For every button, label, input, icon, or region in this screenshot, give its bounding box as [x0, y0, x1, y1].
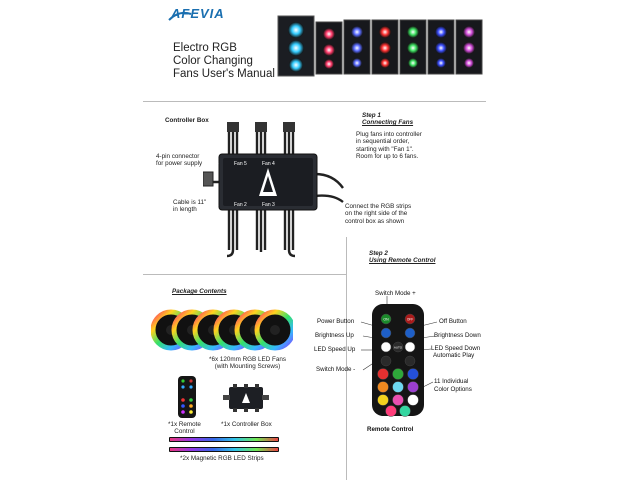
step1-text-line: Plug fans into controller — [356, 131, 422, 138]
fan-6 — [257, 312, 293, 348]
color-button-6[interactable] — [408, 382, 419, 393]
label-switch-mode-plus: Switch Mode + — [375, 290, 416, 297]
label-led-speed-up: LED Speed Up — [314, 346, 356, 353]
brightness-up-button[interactable] — [381, 328, 391, 338]
step1-title: Connecting Fans — [362, 119, 414, 127]
remote-caption-package — [168, 421, 201, 436]
power-off-label: OFF — [406, 317, 414, 322]
auto-play-label: AUTO — [393, 345, 403, 350]
color-button-1[interactable] — [378, 369, 389, 380]
step1-text-line: Room for up to 6 fans. — [356, 153, 419, 161]
label-led-speed-down: LED Speed Down — [431, 345, 481, 352]
port-fan-5: Fan 5 — [234, 161, 247, 167]
pc-case-3 — [344, 20, 370, 74]
color-options-line: Color Options — [434, 385, 472, 393]
cable-label-line: in length — [173, 206, 197, 214]
label-off-button: Off Button — [439, 318, 467, 325]
color-button-11[interactable] — [400, 406, 411, 417]
step1-text-line: in sequential order, — [356, 138, 410, 146]
pc-case-1 — [278, 16, 314, 76]
divider-top — [143, 101, 486, 102]
label-power-button: Power Button — [317, 318, 355, 325]
pc-case-4 — [372, 20, 398, 74]
switch-mode-plus-button[interactable] — [405, 356, 415, 366]
connector-label-line: 4-pin connector — [156, 153, 200, 160]
port-fan-2: Fan 2 — [234, 202, 247, 208]
connector-label — [156, 153, 202, 168]
switch-mode-minus-button[interactable] — [381, 356, 391, 366]
package-heading: Package Contents — [172, 288, 227, 295]
color-button-2[interactable] — [393, 369, 404, 380]
strip-label-line: Connect the RGB strips — [345, 203, 412, 210]
pc-case-5 — [400, 20, 426, 74]
step1-heading — [362, 112, 413, 127]
color-button-5[interactable] — [393, 382, 404, 393]
color-button-4[interactable] — [378, 382, 389, 393]
port-fan-6: Fan 6 — [206, 161, 219, 167]
brand-logo: AFEVIA — [171, 6, 225, 21]
label-brightness-up: Brightness Up — [315, 332, 354, 339]
strip-label — [345, 203, 411, 225]
step1-text-line: starting with "Fan 1". — [356, 145, 414, 153]
pc-case-2 — [316, 22, 342, 74]
remote-caption: Remote Control — [367, 426, 414, 433]
step2-number: Step 2 — [369, 250, 388, 257]
port-fan-3: Fan 3 — [262, 202, 275, 208]
remote-caption-line: *1x Remote — [168, 421, 201, 428]
pc-cases-image — [276, 12, 484, 78]
led-speed-up-button[interactable] — [381, 342, 391, 352]
controller-box-image — [223, 384, 269, 412]
title-line-1: Electro RGB — [173, 42, 237, 54]
manual-page — [143, 0, 486, 480]
cable-label — [173, 199, 206, 214]
cable-label-line: Cable is 11" — [173, 199, 207, 206]
label-brightness-down: Brightness Down — [434, 332, 481, 339]
box-caption: *1x Controller Box — [221, 421, 272, 428]
controller-heading: Controller Box — [165, 117, 209, 124]
port-fan-1: Fan 1 — [206, 202, 219, 208]
led-speed-down-button[interactable] — [405, 342, 415, 352]
step1-number: Step 1 — [362, 112, 381, 119]
color-button-7[interactable] — [378, 395, 389, 406]
fans-caption-line: *6x 120mm RGB LED Fans — [209, 356, 286, 363]
color-button-9[interactable] — [408, 395, 419, 406]
title-line-2: Color Changing — [173, 55, 253, 67]
brightness-down-button[interactable] — [405, 328, 415, 338]
color-options-line: 11 Individual — [434, 378, 469, 385]
fans-caption — [209, 356, 286, 371]
label-automatic-play: Automatic Play — [433, 352, 475, 359]
remote-caption-line: Control — [174, 428, 195, 436]
color-button-10[interactable] — [386, 406, 397, 417]
title-line-3: Fans User's Manual — [173, 68, 275, 80]
remote-control-diagram — [313, 296, 485, 430]
divider-middle — [143, 274, 346, 275]
strips-caption: *2x Magnetic RGB LED Strips — [180, 455, 264, 462]
label-switch-mode-minus: Switch Mode - — [316, 366, 356, 373]
manual-title — [173, 42, 275, 81]
pc-case-6 — [428, 20, 454, 74]
strip-label-line: on the right side of the — [345, 210, 408, 218]
pc-case-7 — [456, 20, 482, 74]
power-on-label: ON — [383, 317, 389, 322]
color-button-8[interactable] — [393, 395, 404, 406]
step2-heading — [369, 250, 435, 265]
color-button-3[interactable] — [408, 369, 419, 380]
fans-caption-line: (with Mounting Screws) — [214, 363, 281, 371]
step2-title: Using Remote Control — [369, 257, 436, 265]
port-fan-4: Fan 4 — [262, 161, 275, 167]
led-strips-image — [169, 436, 279, 454]
step1-text — [356, 131, 422, 161]
connector-label-line: for power supply — [156, 160, 203, 168]
fans-image — [151, 300, 293, 360]
strip-label-line: control box as shown — [345, 217, 405, 225]
remote-image — [177, 375, 197, 419]
